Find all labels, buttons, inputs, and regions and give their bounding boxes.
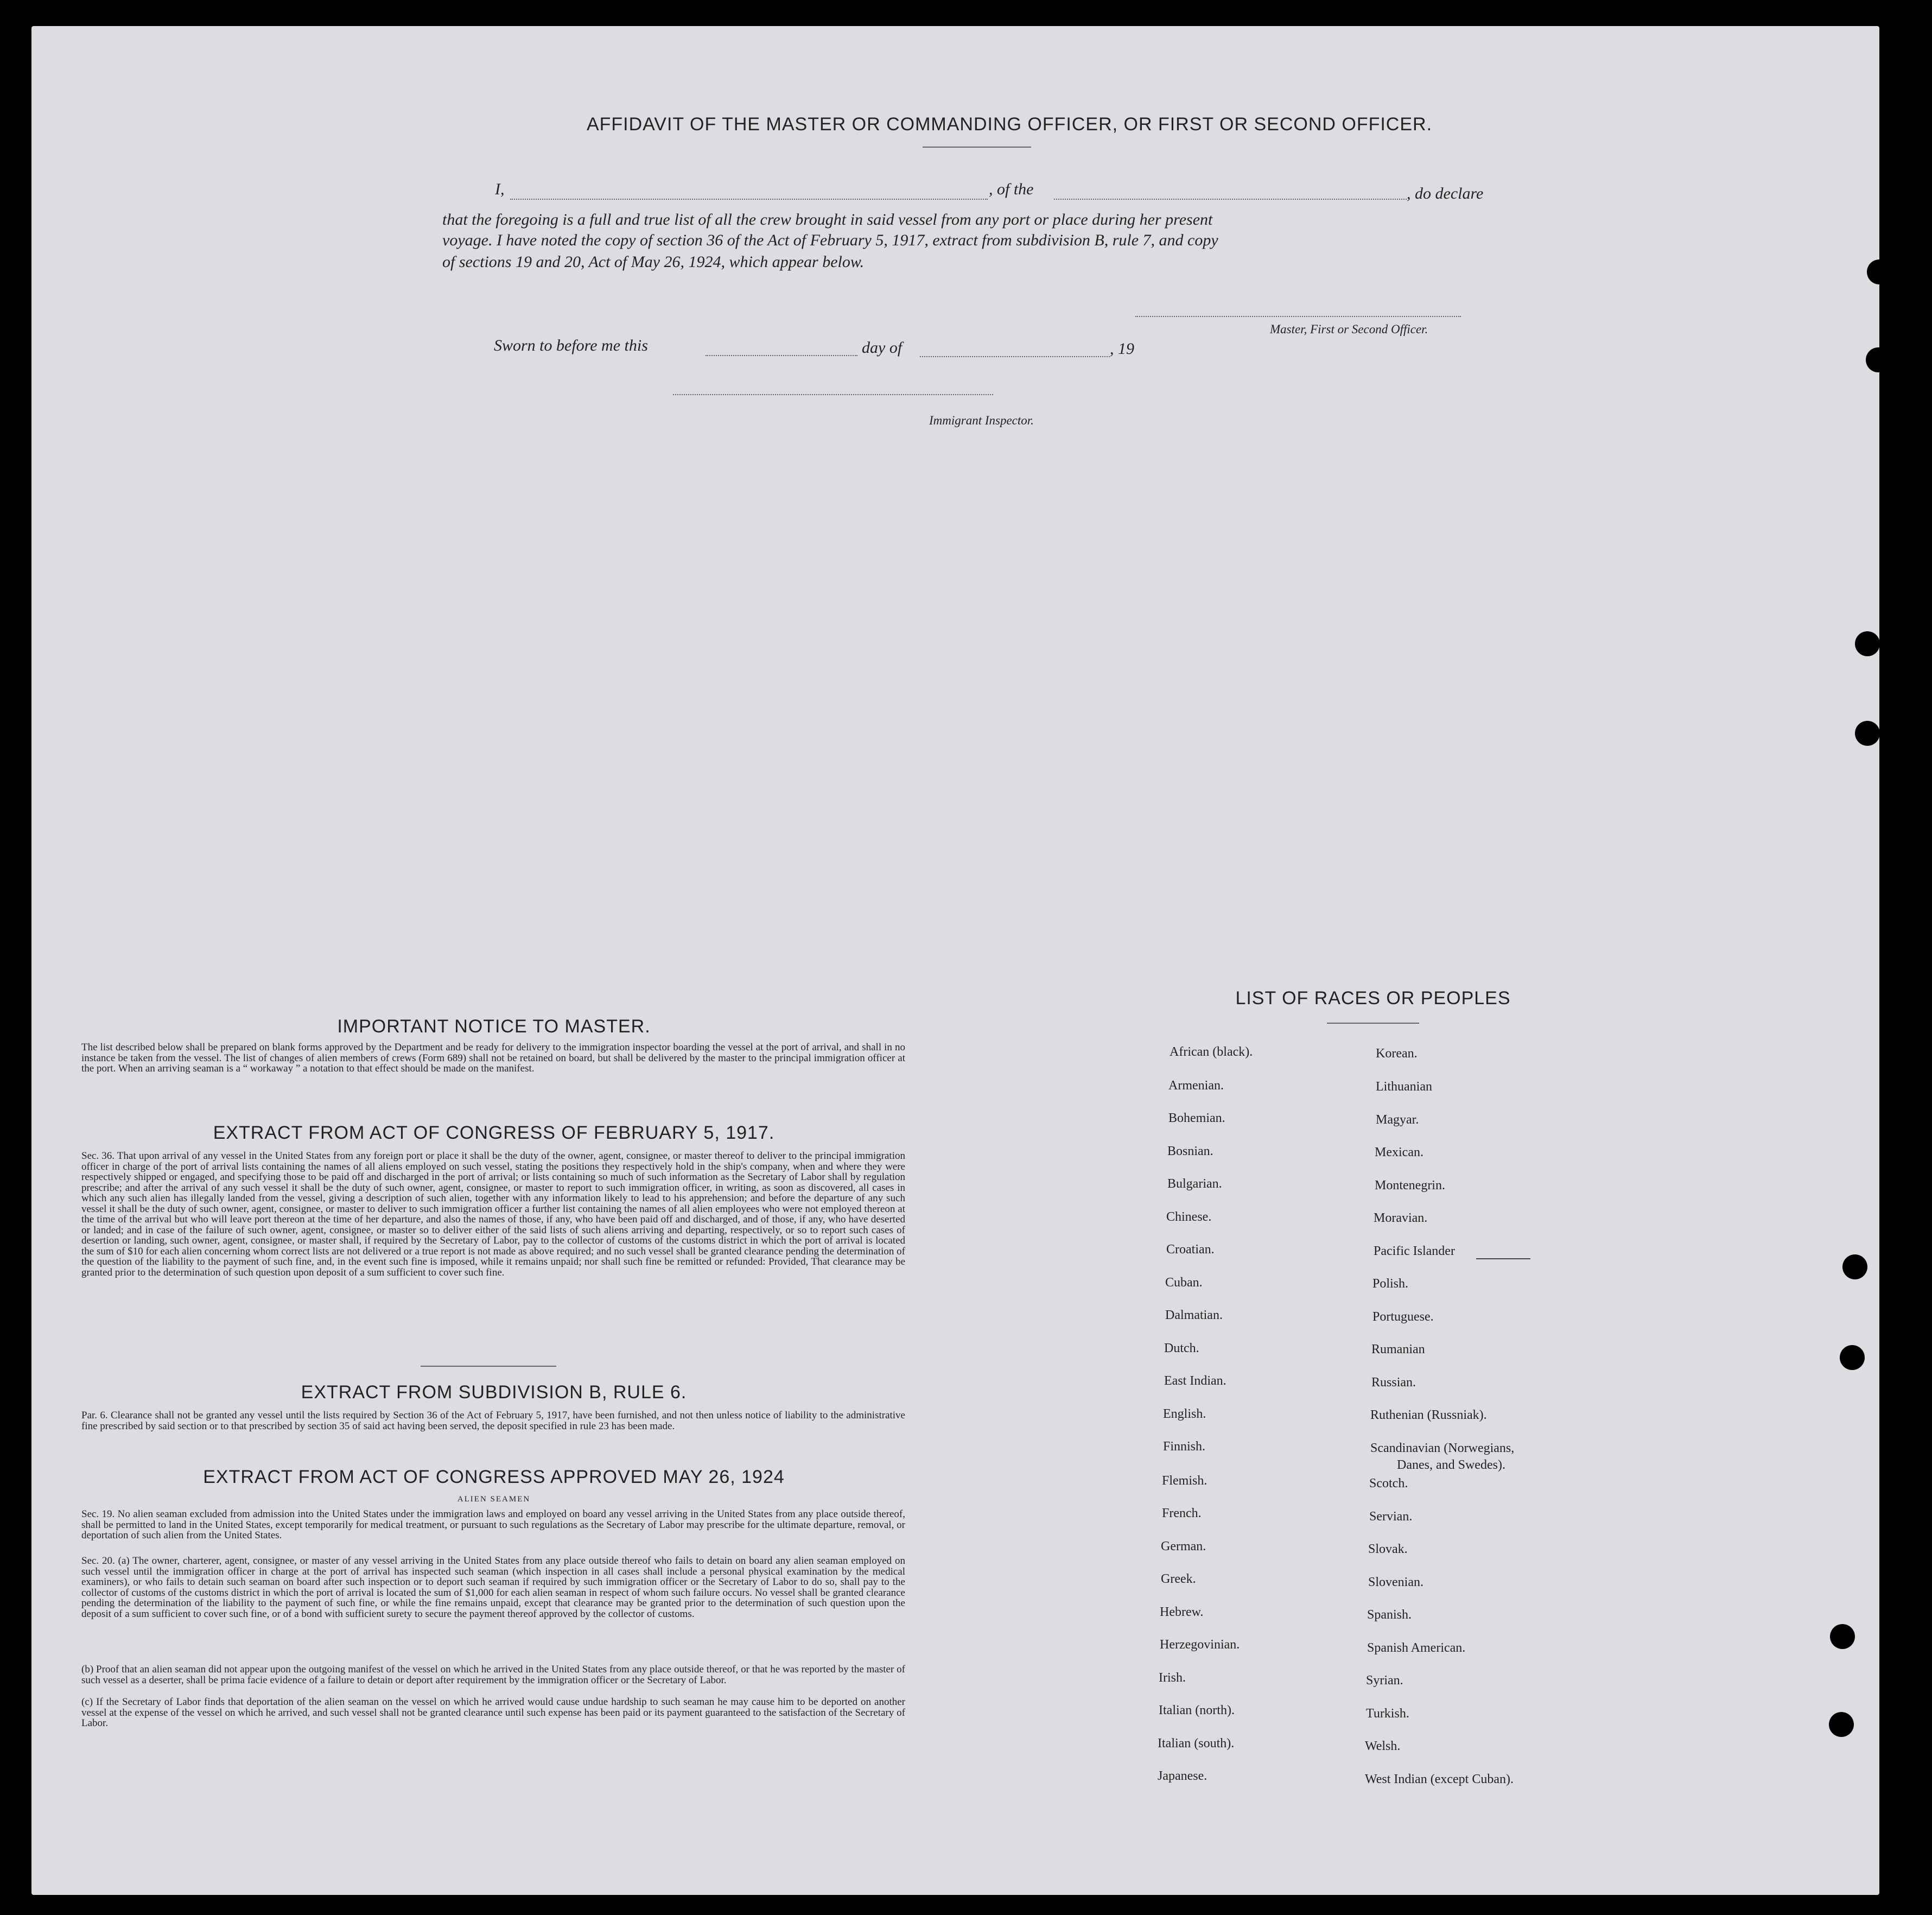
race-item: Cuban. [1165, 1276, 1203, 1290]
punch-hole [1829, 1712, 1854, 1737]
race-item: Scandinavian (Norwegians, [1370, 1441, 1515, 1455]
race-item: Greek. [1161, 1572, 1196, 1586]
race-item: Pacific Islander [1374, 1244, 1455, 1258]
notice-title: IMPORTANT NOTICE TO MASTER. [337, 1016, 651, 1037]
inspector-signature-line[interactable] [673, 394, 993, 395]
master-signature-label: Master, First or Second Officer. [1270, 322, 1428, 336]
year-label: , 19 [1110, 340, 1134, 358]
race-item: Polish. [1372, 1277, 1409, 1291]
sec-19-text: Sec. 19. No alien seaman excluded from admission into the United States under the immigration laws and employed on board any vessel arriving in the United States from any place outside thereof, shall be permitted to land in the United States, except temporarily for medical treatment, or pursuant to such regulations as the Secretary of Labor may prescribe for the ultimate departure, removal, or deportation of such alien from the United States. [81, 1508, 905, 1541]
subdivision-title: EXTRACT FROM SUBDIVISION B, RULE 6. [301, 1382, 687, 1403]
race-item: Finnish. [1163, 1440, 1206, 1454]
race-item: Scotch. [1369, 1476, 1408, 1491]
divider [923, 147, 1031, 148]
race-item: Hebrew. [1160, 1605, 1204, 1619]
notice-text: The list described below shall be prepared on blank forms approved by the Department and be ready for delivery to the immigration inspector boarding the vessel at the port of arrival, and shall in no instance be taken from the vessel. The list of changes of alien members of crews (Form 689) shall not be retained on board, but shall be delivered by the master to the principal immigration officer at the port. When an arriving seaman is a “ workaway ” a notation to that effect should be made on the manifest. [81, 1042, 905, 1074]
race-item: Bohemian. [1168, 1111, 1225, 1125]
race-item: Turkish. [1366, 1707, 1409, 1721]
race-item: Spanish. [1367, 1608, 1412, 1622]
race-item: Bulgarian. [1167, 1177, 1222, 1191]
affidavit-body-3: of sections 19 and 20, Act of May 26, 1924, which appear below. [442, 253, 865, 271]
race-item: Armenian. [1168, 1079, 1224, 1093]
race-item: Ruthenian (Russniak). [1370, 1408, 1487, 1422]
punch-hole [1855, 721, 1880, 746]
race-item: Dutch. [1164, 1341, 1199, 1355]
sec-20b-text: (b) Proof that an alien seaman did not appear upon the outgoing manifest of the vessel on which he arrived in the United States from any place outside thereof, or that he was reported by the master of such vessel as a deserter, shall be prima facie evidence of a failure to detain or deport after requirement by the immigration officer or the Secretary of Labor. [81, 1664, 905, 1686]
race-item: Magyar. [1376, 1113, 1419, 1127]
race-item: Chinese. [1166, 1210, 1212, 1224]
punch-hole [1830, 1624, 1855, 1649]
race-item: East Indian. [1164, 1374, 1226, 1388]
race-item: Flemish. [1162, 1474, 1208, 1488]
subdivision-text: Par. 6. Clearance shall not be granted any vessel until the lists required by Section 36 of the Act of February 5, 1917, have been furnished, and not then unless notice of liability to the administrative fine prescribed by said section or to that prescribed by section 35 of said act having been served, the deposit specified in rule 23 has been made. [81, 1410, 905, 1432]
affidavit-i: I, [495, 180, 505, 198]
punch-hole [1842, 1254, 1867, 1279]
affidavit-body-1: that the foregoing is a full and true list of all the crew brought in said vessel from any port or place during her present [442, 211, 1213, 229]
inspector-label: Immigrant Inspector. [929, 414, 1034, 427]
affidavit-of-the: , of the [989, 180, 1034, 198]
divider [421, 1366, 556, 1367]
race-item: English. [1163, 1407, 1206, 1421]
affidavit-title: AFFIDAVIT OF THE MASTER OR COMMANDING OFFICER, OR FIRST OR SECOND OFFICER. [586, 114, 1433, 135]
punch-hole [1855, 631, 1880, 656]
extract-1924-title: EXTRACT FROM ACT OF CONGRESS APPROVED MAY 26, 1924 [203, 1467, 785, 1487]
race-item: Irish. [1159, 1671, 1186, 1685]
sworn-day-blank[interactable] [706, 355, 857, 356]
sworn-month-blank[interactable] [920, 356, 1110, 357]
race-item: Spanish American. [1367, 1641, 1466, 1655]
race-item: Montenegrin. [1375, 1178, 1445, 1193]
race-item: Servian. [1369, 1510, 1413, 1524]
race-item: Syrian. [1366, 1673, 1403, 1688]
name-blank[interactable] [510, 199, 988, 200]
race-item: Herzegovinian. [1160, 1638, 1240, 1652]
race-item: Portuguese. [1372, 1310, 1434, 1324]
sworn-label: Sworn to before me this [494, 337, 648, 354]
sec-20c-text: (c) If the Secretary of Labor finds that deportation of the alien seaman on the vessel on which he arrived would cause undue hardship to such seaman he may cause him to be deported on another vessel at the expense of the vessel on which he arrived, and such vessel shall not be granted clearance until such expense has been paid or its payment guaranteed to the satisfaction of the Secretary of Labor. [81, 1696, 905, 1729]
divider [1327, 1023, 1419, 1024]
extract-1917-title: EXTRACT FROM ACT OF CONGRESS OF FEBRUARY 5, 1917. [213, 1123, 775, 1143]
race-item: Korean. [1376, 1047, 1418, 1061]
race-item: Rumanian [1371, 1342, 1425, 1356]
extract-1924-subtitle: ALIEN SEAMEN [457, 1495, 531, 1504]
race-item: Mexican. [1375, 1145, 1423, 1159]
race-item: Russian. [1371, 1375, 1416, 1390]
race-item: Danes, and Swedes). [1397, 1458, 1505, 1472]
affidavit-do-declare: , do declare [1407, 185, 1484, 202]
vessel-blank[interactable] [1054, 199, 1407, 200]
race-item: African (black). [1170, 1045, 1253, 1059]
race-item: French. [1162, 1506, 1202, 1520]
race-item: Japanese. [1158, 1769, 1208, 1783]
race-item: Moravian. [1374, 1211, 1428, 1225]
race-item: Bosnian. [1167, 1144, 1213, 1158]
race-item: Dalmatian. [1165, 1308, 1223, 1322]
day-of-label: day of [862, 339, 903, 357]
sec-20a-text: Sec. 20. (a) The owner, charterer, agent, consignee, or master of any vessel arriving in the United States from any place outside thereof who fails to detain on board any alien seaman employed on such vessel until the immigration officer in charge at the port of arrival has inspected such seaman (which inspection in all cases shall include a personal physical examination by the medical examiners), or who fails to detain such seaman on board after such inspection or to deport such seaman if required by such immigration officer or the Secretary of Labor to do so, shall pay to the collector of customs of the customs district in which the port of arrival is located the sum of $1,000 for each alien seaman in respect of whom such failure occurs. No vessel shall be granted clearance pending the determination of the liability to the payment of such fine, or while the fine remains unpaid, except that clearance may be granted prior to the determination of such question upon the deposit of a sum sufficient to cover such fine, or of a bond with sufficient surety to secure the payment thereof approved by the collector of customs. [81, 1555, 905, 1620]
race-item: Italian (north). [1159, 1703, 1235, 1717]
races-title: LIST OF RACES OR PEOPLES [1235, 988, 1511, 1009]
punch-hole [1840, 1345, 1865, 1370]
extract-1917-text: Sec. 36. That upon arrival of any vessel in the United States from any foreign port or place it shall be the duty of the owner, agent, consignee, or master thereof to deliver to the principal immigration officer in charge of the port of arrival lists containing the names of all aliens employed on such vessel, stating the positions they respectively hold in the ship's company, when and where they were respectively shipped or engaged, and specifying those to be paid off and discharged in the port of arrival; or lists containing so much of such information as the Secretary of Labor shall by regulation prescribe; and after the arrival of any such vessel it shall be the duty of such owner, agent, consignee, or master to report to such immigration officer, in writing, as soon as discovered, all cases in which any such alien has illegally landed from the vessel, giving a description of such alien, together with any information likely to lead to his apprehension; and before the departure of any such vessel it shall be the duty of such owner, agent, consignee, or master to deliver to such immigration officer a further list containing the names of all alien employees who were not employed thereon at the time of the arrival but who will leave port thereon at the time of her departure, and also the names of those, if any, who have been paid off and discharged, and of those, if any, who have deserted or landed; and in case of the failure of such owner, agent, consignee, or master so to deliver either of the said lists of such aliens arriving and departing, respectively, or so to report such cases of desertion or landing, such owner, agent, consignee, or master shall, if required by the Secretary of Labor, pay to the collector of customs of the customs district in which the port of arrival is located the sum of $10 for each alien concerning whom correct lists are not delivered or a true report is not made as above required; and no such vessel shall be granted clearance pending the determination of the question of the liability to the payment of such fine, and, in the event such fine is imposed, while it remains unpaid; nor shall such fine be remitted or refunded: Provided, That clearance may be granted prior to the determination of such question upon deposit of a sum sufficient to cover such fine. [81, 1150, 905, 1278]
race-item: Lithuanian [1376, 1080, 1432, 1094]
pacific-islander-blank[interactable] [1476, 1258, 1530, 1259]
race-item: Welsh. [1365, 1739, 1401, 1753]
race-item: Croatian. [1166, 1242, 1215, 1257]
affidavit-body-2: voyage. I have noted the copy of section 36 of the Act of February 5, 1917, extract from subdivision B, rule 7, and copy [442, 231, 1218, 249]
race-item: German. [1161, 1539, 1206, 1553]
race-item: Slovak. [1368, 1542, 1408, 1556]
race-item: Italian (south). [1158, 1736, 1235, 1751]
punch-hole [1866, 347, 1891, 372]
punch-hole [1867, 259, 1892, 284]
race-item: West Indian (except Cuban). [1365, 1772, 1514, 1786]
race-item: Slovenian. [1368, 1575, 1423, 1589]
master-signature-line[interactable] [1135, 316, 1461, 317]
